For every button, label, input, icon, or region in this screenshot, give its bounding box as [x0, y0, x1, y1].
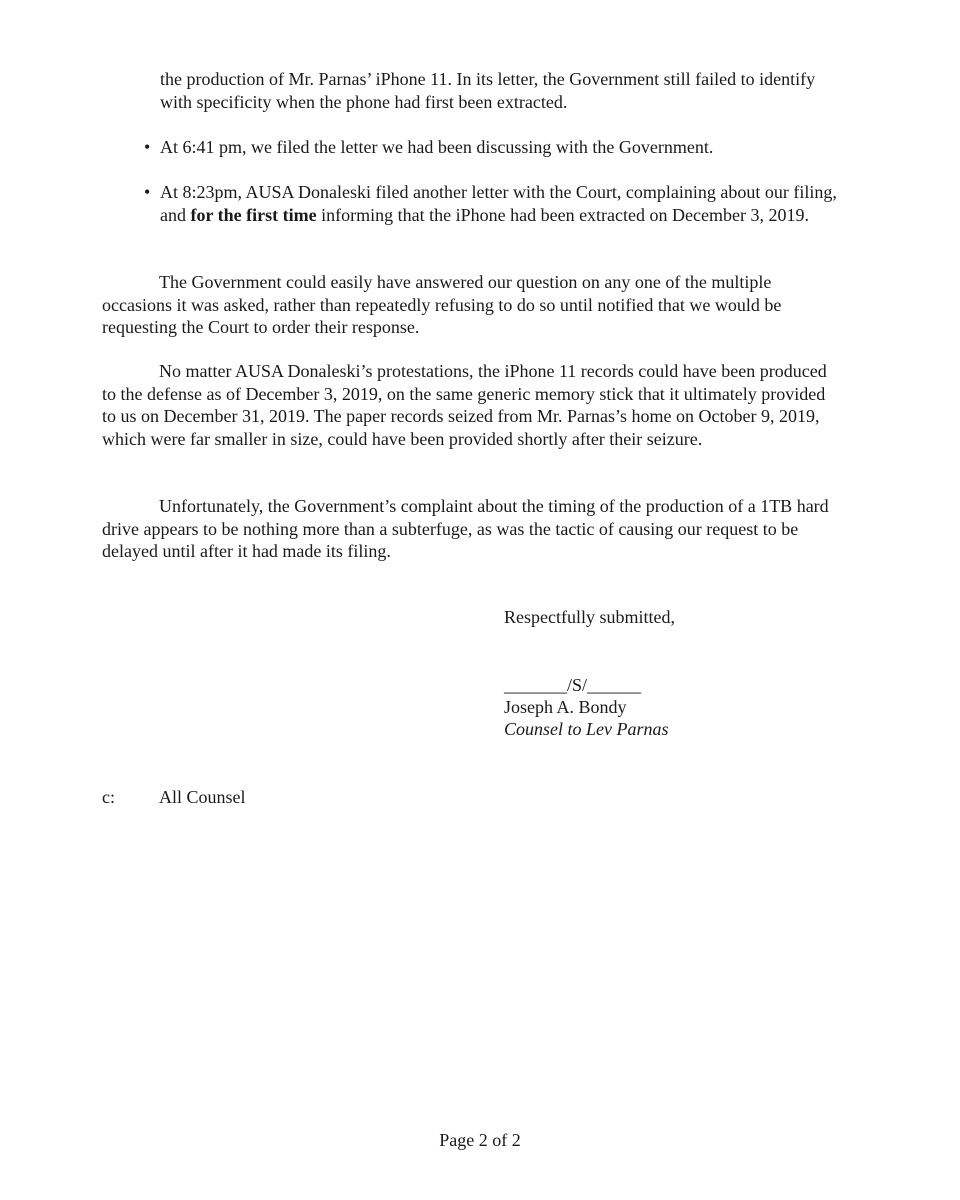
bullet-dot-icon: • [144, 182, 151, 202]
page-number: Page 2 of 2 [439, 1130, 521, 1150]
bullet-dot-icon: • [144, 137, 151, 157]
continuation-paragraph: the production of Mr. Parnas’ iPhone 11. In its letter, the Government still failed to identify with specificity when the phone had first been extracted. [160, 69, 816, 112]
signature-name: Joseph A. Bondy [504, 697, 627, 717]
bullet-text-emphasis: for the first time [190, 204, 317, 225]
bullet-text-pre: At 8:23pm, AUSA Donaleski filed another letter with the Court, complaining about our filing, and [160, 182, 837, 225]
bullet-text: At 6:41 pm, we filed the letter we had been discussing with the Government. [160, 137, 714, 157]
cc-label: c: [102, 787, 115, 807]
bullet-item [144, 181, 850, 226]
signature-closing: Respectfully submitted, [504, 607, 675, 627]
body-paragraph: No matter AUSA Donaleski’s protestations, the iPhone 11 records could have been produced to the defense as of December 3, 2019, on the same generic memory stick that it ultimately provided to us on December 31, 2019. The paper records seized from Mr. Parnas’s home on October 9, 2019, which were far smaller in size, could have been provided shortly after their seizure. [102, 361, 827, 449]
body-paragraph: The Government could easily have answered our question on any one of the multiple occasions it was asked, rather than repeatedly refusing to do so until notified that we would be requesting the Court to order their response. [102, 272, 782, 337]
cc-recipients: All Counsel [159, 787, 246, 807]
signature-title: Counsel to Lev Parnas [504, 719, 669, 739]
bullet-item [144, 136, 850, 159]
bullet-text-post: informing that the iPhone had been extracted on December 3, 2019. [316, 204, 809, 225]
signature-line: _______/S/______ [504, 675, 642, 695]
body-paragraph: Unfortunately, the Government’s complaint about the timing of the production of a 1TB hard drive appears to be nothing more than a subterfuge, as was the tactic of causing our request to be delayed until after it had made its filing. [102, 496, 829, 561]
